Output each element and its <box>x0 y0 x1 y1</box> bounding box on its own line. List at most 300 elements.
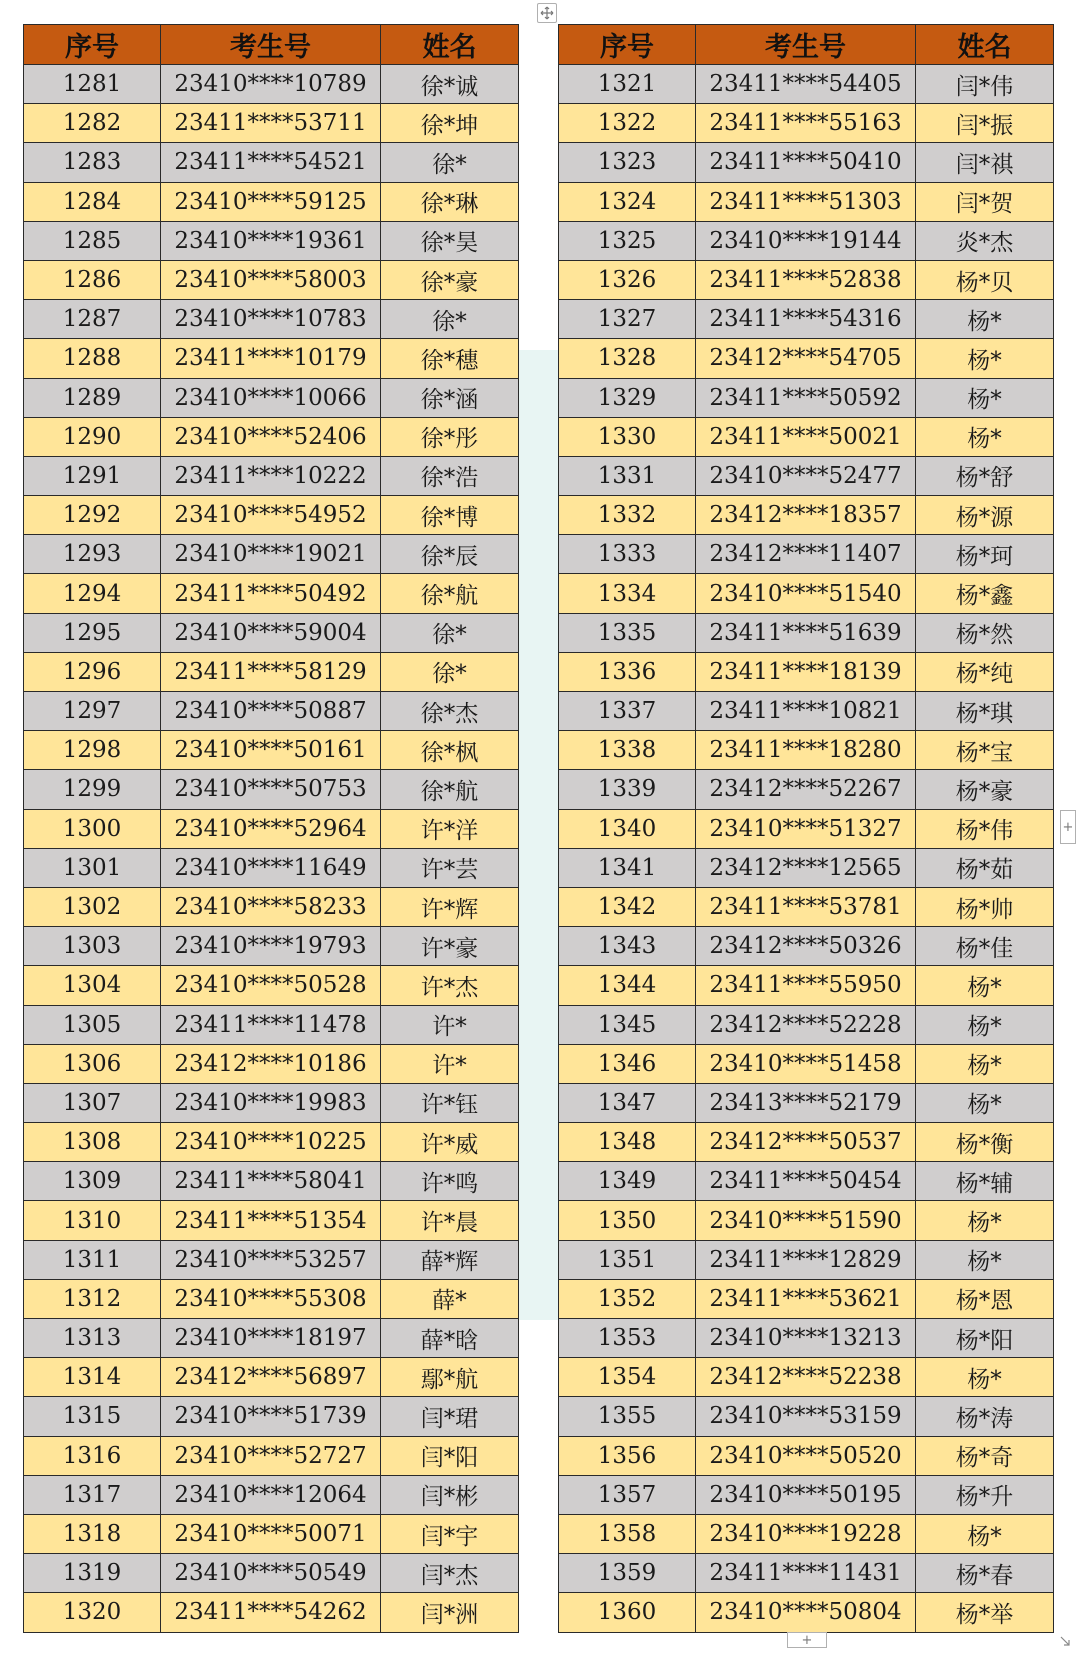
cell-name: 闫*振 <box>916 104 1054 143</box>
cell-exam-no: 23410****50753 <box>161 770 381 809</box>
cell-seq: 1345 <box>559 1005 696 1044</box>
cell-name: 徐*彤 <box>381 417 519 456</box>
table-row <box>24 300 519 339</box>
cell-name: 杨*辅 <box>916 1162 1054 1201</box>
cell-seq: 1330 <box>559 417 696 456</box>
cell-seq: 1300 <box>24 809 161 848</box>
cell-seq: 1282 <box>24 104 161 143</box>
table-row <box>559 221 1054 260</box>
cell-seq: 1312 <box>24 1279 161 1318</box>
cell-exam-no: 23411****53711 <box>161 104 381 143</box>
cell-seq: 1342 <box>559 887 696 926</box>
table-row <box>24 1514 519 1553</box>
table-row <box>559 809 1054 848</box>
cell-name: 杨*伟 <box>916 809 1054 848</box>
cell-seq: 1297 <box>24 692 161 731</box>
cell-name: 许* <box>381 1044 519 1083</box>
cell-seq: 1320 <box>24 1593 161 1632</box>
table-row <box>24 809 519 848</box>
cell-seq: 1292 <box>24 496 161 535</box>
cell-exam-no: 23410****55308 <box>161 1279 381 1318</box>
cell-name: 闫*祺 <box>916 143 1054 182</box>
cell-name: 许*钰 <box>381 1083 519 1122</box>
header-name: 姓名 <box>381 25 519 65</box>
cell-exam-no: 23410****10789 <box>161 65 381 104</box>
cell-seq: 1347 <box>559 1083 696 1122</box>
cell-seq: 1346 <box>559 1044 696 1083</box>
cell-seq: 1299 <box>24 770 161 809</box>
table-row <box>24 182 519 221</box>
cell-name: 徐* <box>381 652 519 691</box>
cell-name: 杨*然 <box>916 613 1054 652</box>
cell-seq: 1313 <box>24 1319 161 1358</box>
table-row <box>559 887 1054 926</box>
cell-name: 杨*琪 <box>916 692 1054 731</box>
table-row <box>24 652 519 691</box>
cell-exam-no: 23412****52228 <box>696 1005 916 1044</box>
cell-name: 徐*昊 <box>381 221 519 260</box>
cell-seq: 1326 <box>559 260 696 299</box>
cell-name: 杨*阳 <box>916 1319 1054 1358</box>
cell-seq: 1291 <box>24 456 161 495</box>
cell-name: 杨* <box>916 1044 1054 1083</box>
table-row <box>559 574 1054 613</box>
cell-name: 许*晨 <box>381 1201 519 1240</box>
cell-name: 许* <box>381 1005 519 1044</box>
table-row <box>559 1397 1054 1436</box>
table-row <box>24 221 519 260</box>
cell-seq: 1303 <box>24 927 161 966</box>
cell-name: 杨* <box>916 966 1054 1005</box>
header-exam-no: 考生号 <box>161 25 381 65</box>
cell-seq: 1327 <box>559 300 696 339</box>
cell-seq: 1286 <box>24 260 161 299</box>
cell-seq: 1293 <box>24 535 161 574</box>
cell-seq: 1304 <box>24 966 161 1005</box>
cell-exam-no: 23412****10186 <box>161 1044 381 1083</box>
cell-exam-no: 23410****51327 <box>696 809 916 848</box>
table-row <box>559 731 1054 770</box>
cell-seq: 1350 <box>559 1201 696 1240</box>
table-row <box>559 770 1054 809</box>
cell-name: 徐*枫 <box>381 731 519 770</box>
cell-seq: 1281 <box>24 65 161 104</box>
cell-exam-no: 23412****12565 <box>696 848 916 887</box>
cell-seq: 1329 <box>559 378 696 417</box>
cell-exam-no: 23412****56897 <box>161 1358 381 1397</box>
cell-seq: 1332 <box>559 496 696 535</box>
cell-name: 杨* <box>916 339 1054 378</box>
table-row <box>559 927 1054 966</box>
table-row <box>24 1475 519 1514</box>
cell-seq: 1323 <box>559 143 696 182</box>
table-row <box>559 417 1054 456</box>
cell-name: 许*豪 <box>381 927 519 966</box>
cell-exam-no: 23410****51590 <box>696 1201 916 1240</box>
table-row <box>559 1005 1054 1044</box>
cell-seq: 1322 <box>559 104 696 143</box>
cell-seq: 1331 <box>559 456 696 495</box>
cell-seq: 1333 <box>559 535 696 574</box>
cell-name: 杨*奇 <box>916 1436 1054 1475</box>
cell-exam-no: 23410****19144 <box>696 221 916 260</box>
cell-exam-no: 23410****12064 <box>161 1475 381 1514</box>
cell-seq: 1328 <box>559 339 696 378</box>
table-row <box>24 1554 519 1593</box>
cell-exam-no: 23413****52179 <box>696 1083 916 1122</box>
cell-exam-no: 23410****50520 <box>696 1436 916 1475</box>
cell-exam-no: 23412****11407 <box>696 535 916 574</box>
cell-seq: 1319 <box>24 1554 161 1593</box>
exam-table-left <box>23 24 519 1633</box>
cell-exam-no: 23411****55950 <box>696 966 916 1005</box>
cell-name: 徐* <box>381 143 519 182</box>
table-row <box>559 1201 1054 1240</box>
cell-exam-no: 23410****11649 <box>161 848 381 887</box>
cell-name: 徐*豪 <box>381 260 519 299</box>
cell-exam-no: 23410****50071 <box>161 1514 381 1553</box>
cell-seq: 1340 <box>559 809 696 848</box>
cell-exam-no: 23410****19228 <box>696 1514 916 1553</box>
cell-seq: 1287 <box>24 300 161 339</box>
table-row <box>559 65 1054 104</box>
cell-name: 杨*舒 <box>916 456 1054 495</box>
cell-seq: 1343 <box>559 927 696 966</box>
table-row <box>559 966 1054 1005</box>
plus-icon[interactable]: + <box>787 1632 827 1648</box>
cell-exam-no: 23411****50021 <box>696 417 916 456</box>
cell-seq: 1353 <box>559 1319 696 1358</box>
table-row <box>24 1083 519 1122</box>
cell-exam-no: 23410****52964 <box>161 809 381 848</box>
cell-name: 闫*阳 <box>381 1436 519 1475</box>
cell-seq: 1316 <box>24 1436 161 1475</box>
cell-exam-no: 23411****10222 <box>161 456 381 495</box>
cell-exam-no: 23411****50410 <box>696 143 916 182</box>
cell-name: 杨*宝 <box>916 731 1054 770</box>
table-row <box>24 1279 519 1318</box>
cell-exam-no: 23411****11431 <box>696 1554 916 1593</box>
table-row <box>559 339 1054 378</box>
cell-name: 徐*航 <box>381 574 519 613</box>
table-row <box>559 1044 1054 1083</box>
cell-name: 闫*杰 <box>381 1554 519 1593</box>
cell-name: 杨* <box>916 417 1054 456</box>
cell-exam-no: 23412****50326 <box>696 927 916 966</box>
cell-exam-no: 23411****54316 <box>696 300 916 339</box>
cell-seq: 1310 <box>24 1201 161 1240</box>
cell-exam-no: 23411****53781 <box>696 887 916 926</box>
cell-name: 杨*纯 <box>916 652 1054 691</box>
cell-name: 杨* <box>916 300 1054 339</box>
cell-seq: 1348 <box>559 1123 696 1162</box>
cell-seq: 1334 <box>559 574 696 613</box>
cell-exam-no: 23410****51540 <box>696 574 916 613</box>
cell-seq: 1335 <box>559 613 696 652</box>
table-row <box>559 496 1054 535</box>
cell-exam-no: 23410****50528 <box>161 966 381 1005</box>
cell-name: 杨*茹 <box>916 848 1054 887</box>
table-row <box>24 417 519 456</box>
cell-seq: 1321 <box>559 65 696 104</box>
cell-name: 闫*伟 <box>916 65 1054 104</box>
cell-seq: 1305 <box>24 1005 161 1044</box>
table-row <box>24 339 519 378</box>
table-row <box>559 692 1054 731</box>
cell-exam-no: 23410****50195 <box>696 1475 916 1514</box>
table-row <box>559 1514 1054 1553</box>
cell-exam-no: 23412****18357 <box>696 496 916 535</box>
cell-exam-no: 23411****54521 <box>161 143 381 182</box>
cell-exam-no: 23411****58129 <box>161 652 381 691</box>
cell-name: 徐*辰 <box>381 535 519 574</box>
cell-name: 徐* <box>381 300 519 339</box>
cell-seq: 1295 <box>24 613 161 652</box>
table-row <box>559 613 1054 652</box>
cell-seq: 1349 <box>559 1162 696 1201</box>
table-row <box>559 300 1054 339</box>
cell-name: 许*杰 <box>381 966 519 1005</box>
table-row <box>24 65 519 104</box>
cell-name: 杨* <box>916 1514 1054 1553</box>
table-row <box>24 1240 519 1279</box>
cell-exam-no: 23411****51303 <box>696 182 916 221</box>
table-row <box>24 770 519 809</box>
cell-exam-no: 23411****54262 <box>161 1593 381 1632</box>
table-row <box>559 535 1054 574</box>
table-row <box>24 966 519 1005</box>
move-arrows-icon[interactable] <box>537 3 557 23</box>
cell-exam-no: 23410****51458 <box>696 1044 916 1083</box>
table-row <box>559 1319 1054 1358</box>
cell-name: 薛* <box>381 1279 519 1318</box>
cell-exam-no: 23410****51739 <box>161 1397 381 1436</box>
cell-exam-no: 23410****54952 <box>161 496 381 535</box>
cell-exam-no: 23411****10179 <box>161 339 381 378</box>
table-row <box>559 1436 1054 1475</box>
cell-exam-no: 23410****59004 <box>161 613 381 652</box>
table-row <box>24 456 519 495</box>
cell-exam-no: 23412****52267 <box>696 770 916 809</box>
cell-name: 杨* <box>916 1240 1054 1279</box>
cell-name: 许*威 <box>381 1123 519 1162</box>
header-exam-no: 考生号 <box>696 25 916 65</box>
cell-name: 杨*升 <box>916 1475 1054 1514</box>
cell-exam-no: 23411****50592 <box>696 378 916 417</box>
cell-name: 闫*珺 <box>381 1397 519 1436</box>
cell-name: 杨*源 <box>916 496 1054 535</box>
table-row <box>24 104 519 143</box>
cell-seq: 1317 <box>24 1475 161 1514</box>
cell-exam-no: 23410****52727 <box>161 1436 381 1475</box>
cell-exam-no: 23411****18280 <box>696 731 916 770</box>
cell-name: 杨*春 <box>916 1554 1054 1593</box>
cell-name: 徐*浩 <box>381 456 519 495</box>
cell-exam-no: 23410****52477 <box>696 456 916 495</box>
cell-name: 杨*珂 <box>916 535 1054 574</box>
table-row <box>24 1593 519 1632</box>
cell-seq: 1289 <box>24 378 161 417</box>
cell-seq: 1352 <box>559 1279 696 1318</box>
cell-name: 徐*琳 <box>381 182 519 221</box>
cell-exam-no: 23411****12829 <box>696 1240 916 1279</box>
table-header-row <box>24 25 519 65</box>
table-row <box>24 1319 519 1358</box>
cell-exam-no: 23410****50549 <box>161 1554 381 1593</box>
exam-table-right <box>558 24 1054 1633</box>
table-row <box>24 731 519 770</box>
cell-seq: 1306 <box>24 1044 161 1083</box>
table-row <box>559 1358 1054 1397</box>
cell-exam-no: 23410****18197 <box>161 1319 381 1358</box>
cell-name: 徐*诚 <box>381 65 519 104</box>
table-row <box>559 378 1054 417</box>
table-row <box>559 1475 1054 1514</box>
table-row <box>24 848 519 887</box>
cell-seq: 1318 <box>24 1514 161 1553</box>
cell-name: 徐*坤 <box>381 104 519 143</box>
cell-exam-no: 23410****19361 <box>161 221 381 260</box>
cell-seq: 1336 <box>559 652 696 691</box>
cell-exam-no: 23410****10066 <box>161 378 381 417</box>
table-row <box>24 1123 519 1162</box>
cell-exam-no: 23411****50454 <box>696 1162 916 1201</box>
cell-seq: 1308 <box>24 1123 161 1162</box>
cell-exam-no: 23410****10783 <box>161 300 381 339</box>
table-row <box>24 692 519 731</box>
cell-seq: 1351 <box>559 1240 696 1279</box>
cell-exam-no: 23410****50161 <box>161 731 381 770</box>
cell-seq: 1338 <box>559 731 696 770</box>
cell-seq: 1288 <box>24 339 161 378</box>
cell-exam-no: 23410****50887 <box>161 692 381 731</box>
header-seq: 序号 <box>559 25 696 65</box>
cell-exam-no: 23411****54405 <box>696 65 916 104</box>
cell-exam-no: 23411****18139 <box>696 652 916 691</box>
cell-exam-no: 23411****50492 <box>161 574 381 613</box>
cell-name: 杨* <box>916 1005 1054 1044</box>
cell-name: 杨* <box>916 1083 1054 1122</box>
cell-name: 杨*衡 <box>916 1123 1054 1162</box>
cell-exam-no: 23410****59125 <box>161 182 381 221</box>
cell-seq: 1360 <box>559 1593 696 1632</box>
cell-name: 徐*穗 <box>381 339 519 378</box>
cell-exam-no: 23411****55163 <box>696 104 916 143</box>
cell-seq: 1283 <box>24 143 161 182</box>
cell-seq: 1285 <box>24 221 161 260</box>
table-row <box>559 1162 1054 1201</box>
cell-seq: 1284 <box>24 182 161 221</box>
table-row <box>559 848 1054 887</box>
cell-name: 杨*鑫 <box>916 574 1054 613</box>
cell-seq: 1311 <box>24 1240 161 1279</box>
cell-seq: 1337 <box>559 692 696 731</box>
cell-exam-no: 23410****52406 <box>161 417 381 456</box>
table-row <box>24 1162 519 1201</box>
cell-exam-no: 23411****51639 <box>696 613 916 652</box>
cell-exam-no: 23411****51354 <box>161 1201 381 1240</box>
cell-name: 许*辉 <box>381 887 519 926</box>
cell-name: 杨*恩 <box>916 1279 1054 1318</box>
cell-seq: 1359 <box>559 1554 696 1593</box>
cell-exam-no: 23410****50804 <box>696 1593 916 1632</box>
cell-seq: 1324 <box>559 182 696 221</box>
header-seq: 序号 <box>24 25 161 65</box>
table-row <box>24 927 519 966</box>
cell-name: 许*洋 <box>381 809 519 848</box>
table-row <box>24 1358 519 1397</box>
cell-exam-no: 23410****10225 <box>161 1123 381 1162</box>
cell-exam-no: 23410****13213 <box>696 1319 916 1358</box>
table-row <box>24 574 519 613</box>
table-row <box>559 182 1054 221</box>
cell-exam-no: 23410****58233 <box>161 887 381 926</box>
cell-seq: 1344 <box>559 966 696 1005</box>
table-row <box>559 1593 1054 1632</box>
cell-seq: 1307 <box>24 1083 161 1122</box>
cell-name: 闫*宇 <box>381 1514 519 1553</box>
cell-seq: 1325 <box>559 221 696 260</box>
table-row <box>559 1123 1054 1162</box>
cell-name: 徐*博 <box>381 496 519 535</box>
resize-corner-icon[interactable] <box>1058 1634 1072 1648</box>
cell-seq: 1301 <box>24 848 161 887</box>
cell-name: 杨*帅 <box>916 887 1054 926</box>
table-row <box>24 1044 519 1083</box>
cell-seq: 1357 <box>559 1475 696 1514</box>
header-name: 姓名 <box>916 25 1054 65</box>
cell-seq: 1302 <box>24 887 161 926</box>
cell-name: 薛*晗 <box>381 1319 519 1358</box>
cell-name: 杨*贝 <box>916 260 1054 299</box>
table-row <box>24 496 519 535</box>
table-row <box>559 260 1054 299</box>
cell-name: 许*芸 <box>381 848 519 887</box>
cell-exam-no: 23410****53159 <box>696 1397 916 1436</box>
table-row <box>24 378 519 417</box>
watermark-background <box>519 350 559 1320</box>
plus-icon[interactable]: + <box>1060 810 1076 844</box>
table-row <box>559 652 1054 691</box>
table-row <box>559 104 1054 143</box>
cell-name: 徐*航 <box>381 770 519 809</box>
table-row <box>24 887 519 926</box>
cell-seq: 1296 <box>24 652 161 691</box>
cell-exam-no: 23412****54705 <box>696 339 916 378</box>
cell-name: 徐*杰 <box>381 692 519 731</box>
table-header-row <box>559 25 1054 65</box>
cell-seq: 1309 <box>24 1162 161 1201</box>
cell-name: 杨* <box>916 378 1054 417</box>
table-row <box>24 143 519 182</box>
cell-name: 杨* <box>916 1358 1054 1397</box>
table-row <box>24 260 519 299</box>
cell-seq: 1355 <box>559 1397 696 1436</box>
cell-exam-no: 23411****53621 <box>696 1279 916 1318</box>
cell-name: 杨*佳 <box>916 927 1054 966</box>
cell-name: 闫*洲 <box>381 1593 519 1632</box>
cell-seq: 1358 <box>559 1514 696 1553</box>
cell-exam-no: 23411****10821 <box>696 692 916 731</box>
table-row <box>559 1083 1054 1122</box>
table-row <box>559 1554 1054 1593</box>
cell-seq: 1294 <box>24 574 161 613</box>
cell-exam-no: 23411****58041 <box>161 1162 381 1201</box>
table-row <box>559 1240 1054 1279</box>
cell-exam-no: 23410****19021 <box>161 535 381 574</box>
cell-exam-no: 23410****53257 <box>161 1240 381 1279</box>
cell-exam-no: 23410****58003 <box>161 260 381 299</box>
